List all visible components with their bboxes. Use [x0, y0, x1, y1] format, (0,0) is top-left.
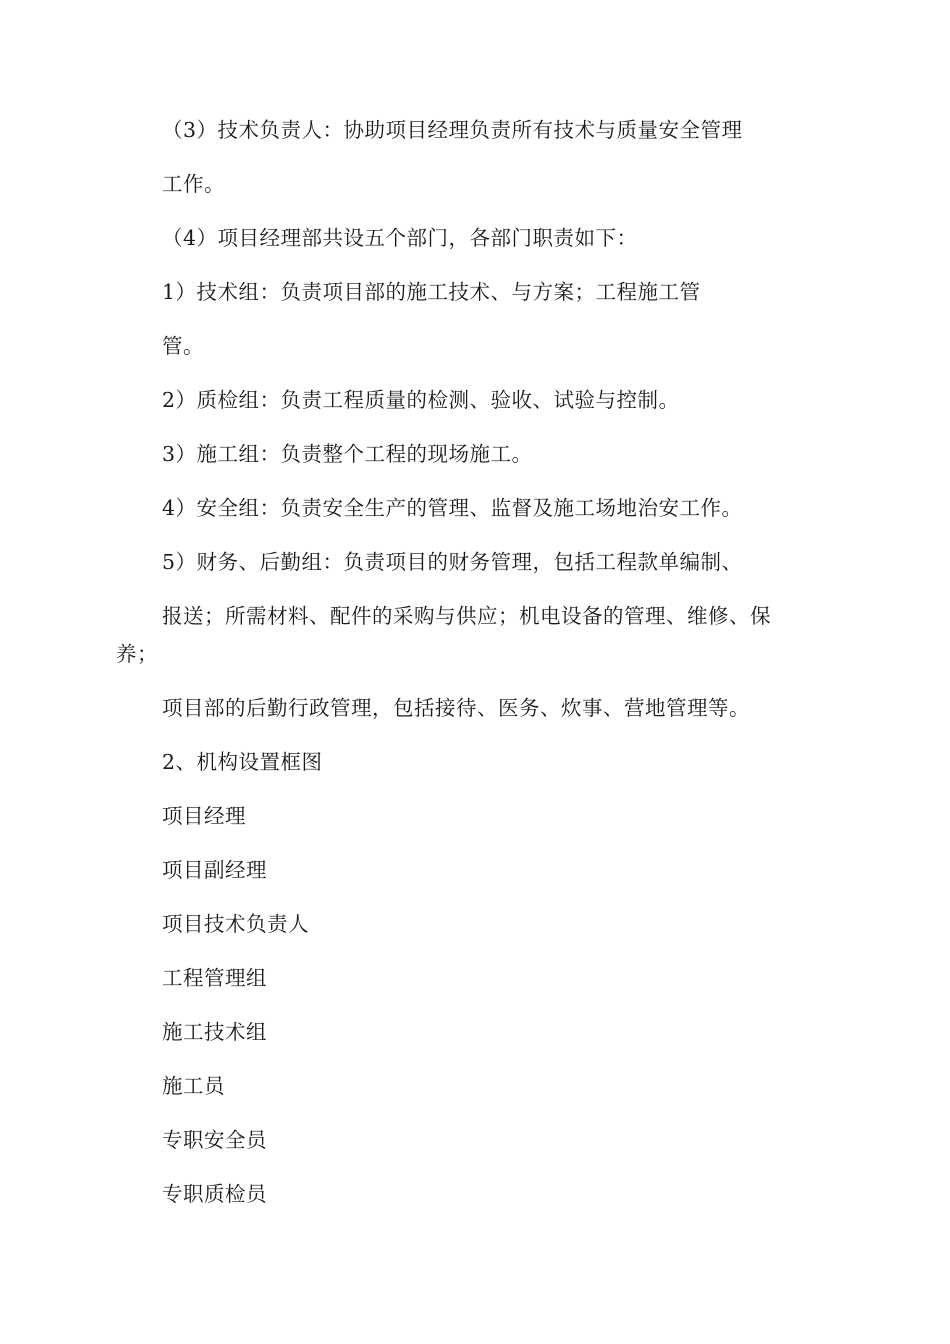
paragraph-line: 3）施工组：负责整个工程的现场施工。: [162, 442, 533, 466]
org-chart-item: 项目技术负责人: [162, 912, 309, 936]
paragraph-line: 4）安全组：负责安全生产的管理、监督及施工场地治安工作。: [162, 496, 743, 520]
org-chart-item: 施工技术组: [162, 1020, 267, 1044]
org-chart-item: 施工员: [162, 1074, 225, 1098]
section-heading: 2、机构设置框图: [162, 750, 323, 774]
org-chart-item: 项目副经理: [162, 858, 267, 882]
org-chart-item: 专职安全员: [162, 1128, 267, 1152]
paragraph-line: 报送；所需材料、配件的采购与供应；机电设备的管理、维修、保: [162, 604, 771, 628]
paragraph-line: 1）技术组：负责项目部的施工技术、与方案；工程施工管: [162, 280, 701, 304]
org-chart-item: 专职质检员: [162, 1182, 267, 1206]
paragraph-line: 项目部的后勤行政管理，包括接待、医务、炊事、营地管理等。: [162, 696, 750, 720]
paragraph-line: 2）质检组：负责工程质量的检测、验收、试验与控制。: [162, 388, 680, 412]
paragraph-line: 工作。: [162, 172, 225, 196]
paragraph-line: （4）项目经理部共设五个部门，各部门职责如下：: [162, 226, 638, 250]
paragraph-line: 养；: [116, 642, 158, 666]
org-chart-item: 项目经理: [162, 804, 246, 828]
paragraph-line: （3）技术负责人：协助项目经理负责所有技术与质量安全管理: [162, 118, 743, 142]
paragraph-line: 5）财务、后勤组：负责项目的财务管理，包括工程款单编制、: [162, 550, 743, 574]
org-chart-item: 工程管理组: [162, 966, 267, 990]
paragraph-line: 管。: [162, 334, 204, 358]
